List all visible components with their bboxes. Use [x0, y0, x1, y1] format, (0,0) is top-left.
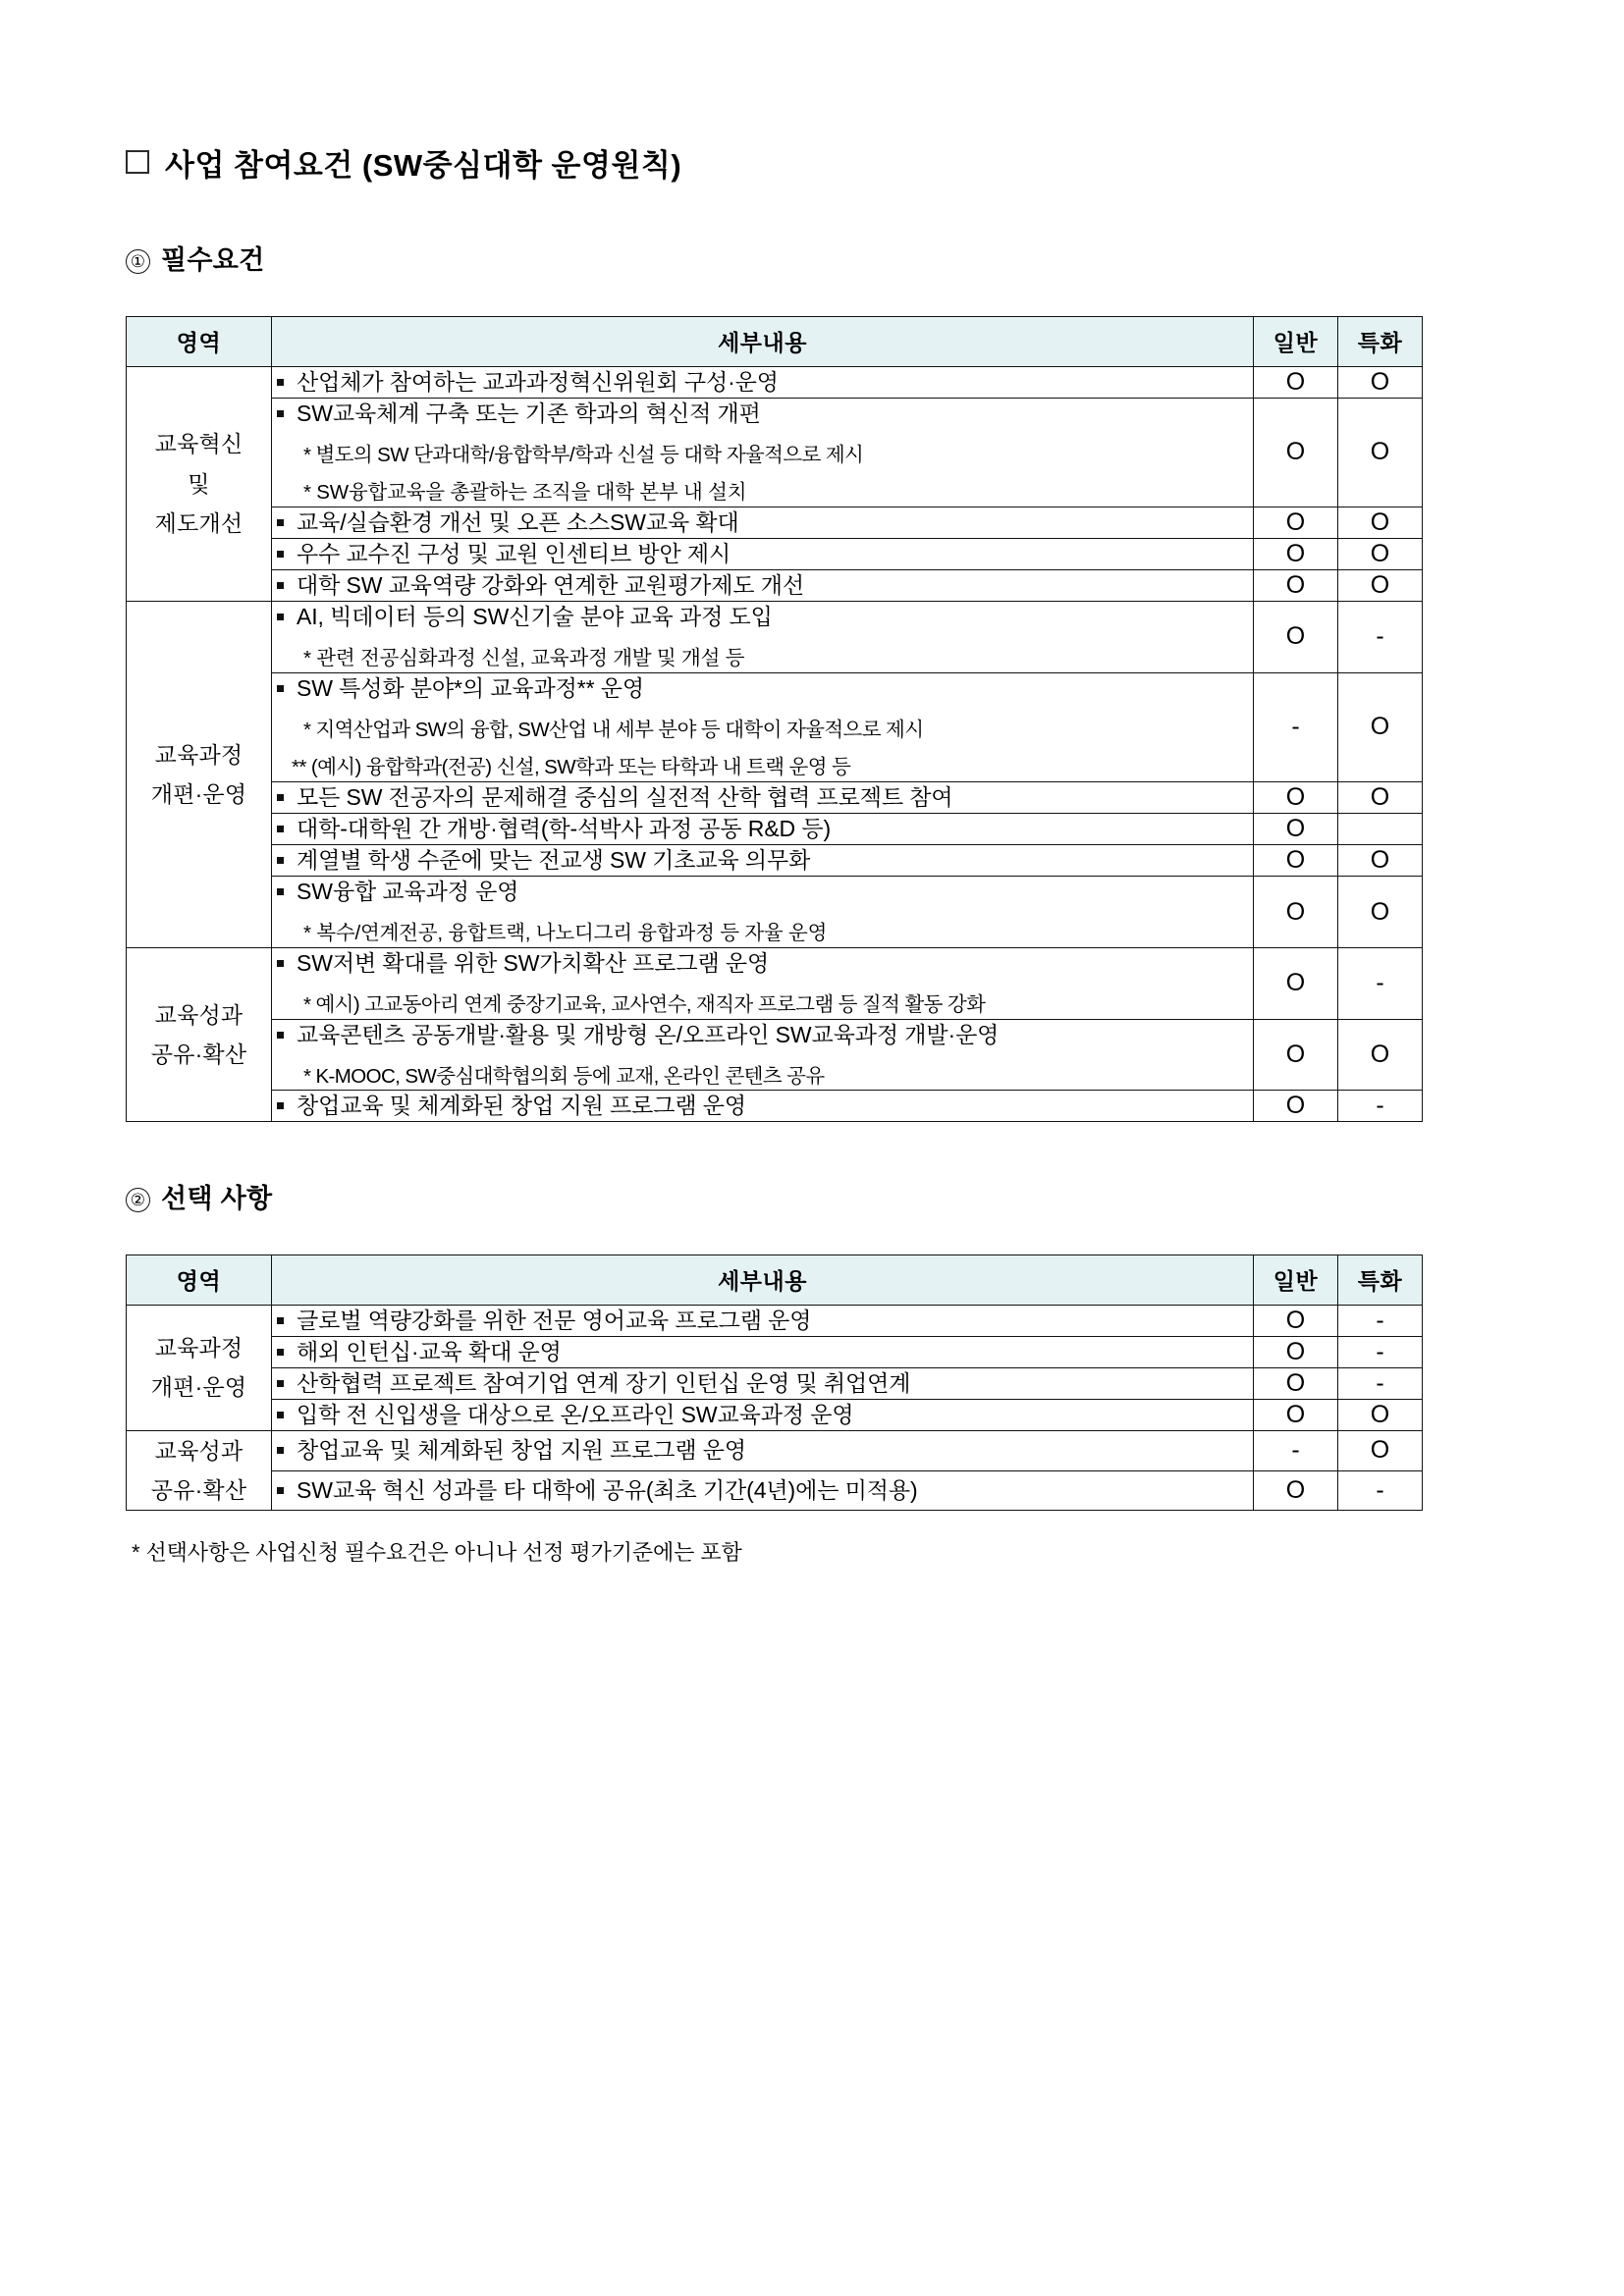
- optional-requirements-table: [126, 1255, 1423, 1512]
- detail-cell: [272, 782, 1254, 814]
- detail-cell: [272, 947, 1254, 1019]
- detail-cell: [272, 1305, 1254, 1336]
- detail-cell: [272, 539, 1254, 570]
- special-mark-cell: O: [1338, 570, 1423, 602]
- detail-cell: [272, 1470, 1254, 1511]
- general-mark-cell: O: [1254, 947, 1338, 1019]
- detail-cell: [272, 507, 1254, 538]
- detail-main-text: SW융합 교육과정 운영: [272, 877, 1253, 907]
- area-cell: 교육혁신 및 제도개선: [127, 366, 272, 602]
- detail-note-text: * SW융합교육을 총괄하는 조직을 대학 본부 내 설치: [303, 481, 747, 505]
- detail-main-text: SW 특성화 분야*의 교육과정** 운영: [272, 673, 1253, 704]
- square-bullet-icon: [126, 150, 149, 174]
- section-heading-required-label: 필수요건: [161, 245, 265, 276]
- general-mark-cell: O: [1254, 814, 1338, 845]
- detail-note-text: * 복수/연계전공, 융합트랙, 나노디그리 융합과정 등 자율 운영: [303, 922, 828, 945]
- section-heading-optional: [126, 1183, 1477, 1214]
- area-cell: 교육과정 개편·운영: [127, 602, 272, 948]
- general-mark-cell: O: [1254, 1470, 1338, 1511]
- spacer: [126, 1215, 1477, 1255]
- table-row: [127, 1399, 1423, 1430]
- column-header-detail: 세부내용: [272, 316, 1254, 366]
- detail-main-text: 산업체가 참여하는 교과과정혁신위원회 구성·운영: [272, 367, 1253, 398]
- detail-note-text: * 지역산업과 SW의 융합, SW산업 내 세부 분야 등 대학이 자율적으로 제시: [303, 718, 924, 741]
- page-title: [126, 147, 1477, 184]
- spacer: [126, 184, 1477, 244]
- general-mark-cell: O: [1254, 1019, 1338, 1091]
- detail-cell: [272, 1399, 1254, 1430]
- table-row: [127, 672, 1423, 781]
- table-body: [127, 366, 1423, 1122]
- column-header-general: 일반: [1254, 316, 1338, 366]
- detail-main-text: 창업교육 및 체계화된 창업 지원 프로그램 운영: [272, 1091, 1253, 1121]
- circled-number-1-icon: ①: [126, 249, 150, 274]
- column-header-special: 특화: [1338, 316, 1423, 366]
- column-header-area: 영역: [127, 1255, 272, 1305]
- table-row: [127, 602, 1423, 673]
- area-cell: 교육과정 개편·운영: [127, 1305, 272, 1430]
- general-mark-cell: O: [1254, 1367, 1338, 1399]
- detail-main-text: 대학-대학원 간 개방·협력(학-석박사 과정 공동 R&D 등): [272, 814, 1253, 844]
- detail-main-text: 입학 전 신입생을 대상으로 온/오프라인 SW교육과정 운영: [272, 1400, 1253, 1430]
- special-mark-cell: O: [1338, 366, 1423, 398]
- detail-cell: [272, 1367, 1254, 1399]
- special-mark-cell: O: [1338, 877, 1423, 948]
- table-header: [127, 1255, 1423, 1305]
- spacer: [126, 1122, 1477, 1183]
- detail-note-text: * 별도의 SW 단과대학/융합학부/학과 신설 등 대학 자율적으로 제시: [303, 443, 864, 466]
- spacer: [126, 277, 1477, 316]
- table-row: [127, 814, 1423, 845]
- table-row: [127, 1336, 1423, 1367]
- detail-cell: [272, 602, 1254, 673]
- special-mark-cell: -: [1338, 947, 1423, 1019]
- detail-main-text: 해외 인턴십·교육 확대 운영: [272, 1337, 1253, 1367]
- special-mark-cell: -: [1338, 1367, 1423, 1399]
- table-row: [127, 398, 1423, 507]
- table-header-row: [127, 316, 1423, 366]
- column-header-general: 일반: [1254, 1255, 1338, 1305]
- detail-main-text: 교육콘텐츠 공동개발·활용 및 개방형 온/오프라인 SW교육과정 개발·운영: [272, 1020, 1253, 1050]
- table-row: [127, 877, 1423, 948]
- detail-main-text: 산학협력 프로젝트 참여기업 연계 장기 인턴십 운영 및 취업연계: [272, 1368, 1253, 1399]
- general-mark-cell: O: [1254, 845, 1338, 877]
- general-mark-cell: -: [1254, 672, 1338, 781]
- special-mark-cell: O: [1338, 398, 1423, 507]
- general-mark-cell: O: [1254, 1399, 1338, 1430]
- general-mark-cell: O: [1254, 539, 1338, 570]
- detail-cell: [272, 570, 1254, 602]
- general-mark-cell: O: [1254, 570, 1338, 602]
- circled-number-2-icon: ②: [126, 1188, 150, 1212]
- detail-note-text: * 관련 전공심화과정 신설, 교육과정 개발 및 개설 등: [303, 647, 745, 670]
- table-row: [127, 539, 1423, 570]
- table-row: [127, 1430, 1423, 1470]
- page-title-text: 사업 참여요건 (SW중심대학 운영원칙): [165, 148, 682, 183]
- detail-note-text: * K-MOOC, SW중심대학협의회 등에 교재, 온라인 콘텐츠 공유: [303, 1064, 825, 1088]
- table-body: [127, 1305, 1423, 1511]
- general-mark-cell: O: [1254, 782, 1338, 814]
- special-mark-cell: -: [1338, 1305, 1423, 1336]
- table-row: [127, 1367, 1423, 1399]
- detail-main-text: SW교육 혁신 성과를 타 대학에 공유(최초 기간(4년)에는 미적용): [272, 1475, 1253, 1506]
- table-header: [127, 316, 1423, 366]
- column-header-detail: 세부내용: [272, 1255, 1254, 1305]
- area-cell: 교육성과 공유·확산: [127, 947, 272, 1121]
- detail-cell: [272, 814, 1254, 845]
- special-mark-cell: -: [1338, 602, 1423, 673]
- section-heading-required: [126, 244, 1477, 276]
- special-mark-cell: -: [1338, 1470, 1423, 1511]
- detail-main-text: 계열별 학생 수준에 맞는 전교생 SW 기초교육 의무화: [272, 845, 1253, 876]
- detail-main-text: 글로벌 역량강화를 위한 전문 영어교육 프로그램 운영: [272, 1306, 1253, 1336]
- general-mark-cell: O: [1254, 602, 1338, 673]
- area-cell: 교육성과 공유·확산: [127, 1430, 272, 1511]
- special-mark-cell: -: [1338, 1091, 1423, 1122]
- general-mark-cell: O: [1254, 507, 1338, 538]
- detail-cell: [272, 1336, 1254, 1367]
- detail-cell: [272, 672, 1254, 781]
- detail-main-text: AI, 빅데이터 등의 SW신기술 분야 교육 과정 도입: [272, 602, 1253, 632]
- special-mark-cell: O: [1338, 672, 1423, 781]
- detail-main-text: SW저변 확대를 위한 SW가치확산 프로그램 운영: [272, 948, 1253, 979]
- detail-main-text: 우수 교수진 구성 및 교원 인센티브 방안 제시: [272, 539, 1253, 569]
- table-row: [127, 366, 1423, 398]
- detail-cell: [272, 366, 1254, 398]
- table-row: [127, 507, 1423, 538]
- detail-cell: [272, 398, 1254, 507]
- special-mark-cell: O: [1338, 507, 1423, 538]
- detail-main-text: 대학 SW 교육역량 강화와 연계한 교원평가제도 개선: [272, 570, 1253, 601]
- section-heading-optional-label: 선택 사항: [161, 1184, 273, 1214]
- detail-main-text: 모든 SW 전공자의 문제해결 중심의 실전적 산학 협력 프로젝트 참여: [272, 782, 1253, 813]
- special-mark-cell: [1338, 814, 1423, 845]
- table-row: [127, 1470, 1423, 1511]
- special-mark-cell: O: [1338, 1430, 1423, 1470]
- general-mark-cell: O: [1254, 398, 1338, 507]
- general-mark-cell: O: [1254, 877, 1338, 948]
- detail-note-text: * 예시) 고교동아리 연계 중장기교육, 교사연수, 재직자 프로그램 등 질적 활동 강화: [303, 992, 986, 1016]
- detail-cell: [272, 845, 1254, 877]
- table-row: [127, 1305, 1423, 1336]
- detail-note-text: ** (예시) 융합학과(전공) 신설, SW학과 또는 타학과 내 트랙 운영 등: [292, 756, 851, 779]
- detail-cell: [272, 1019, 1254, 1091]
- required-requirements-table: [126, 316, 1423, 1123]
- table-row: [127, 845, 1423, 877]
- detail-main-text: SW교육체계 구축 또는 기존 학과의 혁신적 개편: [272, 399, 1253, 429]
- detail-cell: [272, 877, 1254, 948]
- special-mark-cell: O: [1338, 782, 1423, 814]
- detail-main-text: 창업교육 및 체계화된 창업 지원 프로그램 운영: [272, 1435, 1253, 1466]
- general-mark-cell: O: [1254, 1336, 1338, 1367]
- special-mark-cell: O: [1338, 845, 1423, 877]
- column-header-area: 영역: [127, 316, 272, 366]
- table-header-row: [127, 1255, 1423, 1305]
- detail-cell: [272, 1430, 1254, 1470]
- special-mark-cell: O: [1338, 1399, 1423, 1430]
- table-row: [127, 1091, 1423, 1122]
- table-row: [127, 570, 1423, 602]
- footnote: * 선택사항은 사업신청 필수요건은 아니나 선정 평가기준에는 포함: [132, 1540, 742, 1566]
- detail-cell: [272, 1091, 1254, 1122]
- table-row: [127, 1019, 1423, 1091]
- table-row: [127, 947, 1423, 1019]
- special-mark-cell: O: [1338, 1019, 1423, 1091]
- general-mark-cell: -: [1254, 1430, 1338, 1470]
- table-row: [127, 782, 1423, 814]
- general-mark-cell: O: [1254, 1091, 1338, 1122]
- special-mark-cell: -: [1338, 1336, 1423, 1367]
- column-header-special: 특화: [1338, 1255, 1423, 1305]
- general-mark-cell: O: [1254, 366, 1338, 398]
- detail-main-text: 교육/실습환경 개선 및 오픈 소스SW교육 확대: [272, 507, 1253, 538]
- general-mark-cell: O: [1254, 1305, 1338, 1336]
- special-mark-cell: O: [1338, 539, 1423, 570]
